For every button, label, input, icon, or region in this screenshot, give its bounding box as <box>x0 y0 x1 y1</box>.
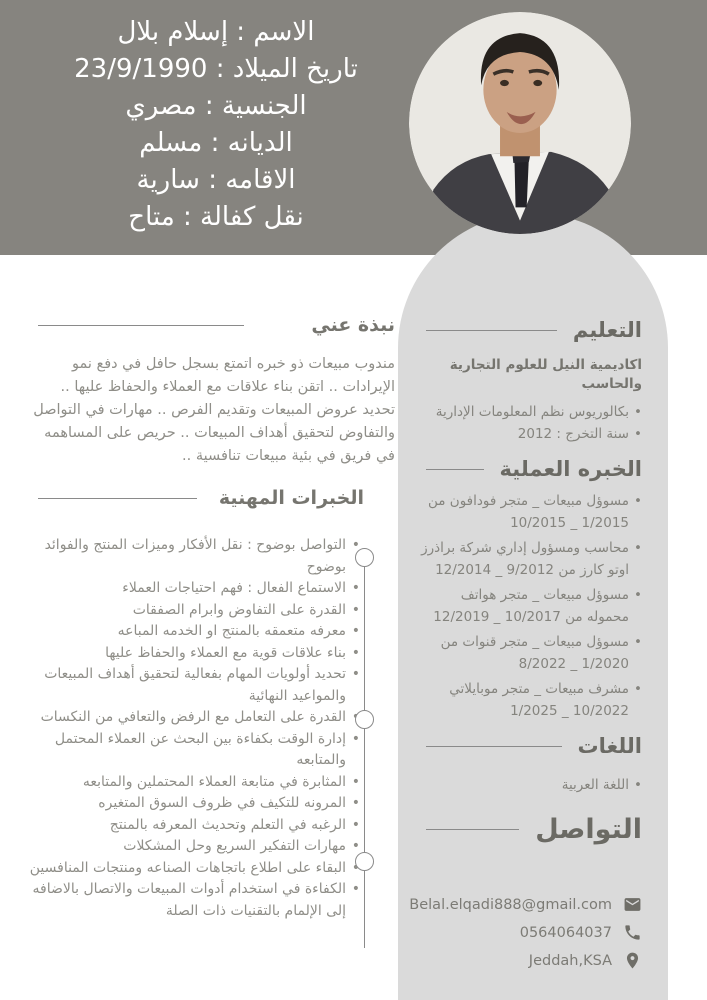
education-school: اكاديمية النيل للعلوم التجارية والحاسب <box>449 357 642 392</box>
bullet-icon <box>346 643 360 665</box>
right-panel <box>398 213 668 1000</box>
timeline-node <box>355 548 374 567</box>
education-title-rule <box>426 330 557 331</box>
language-item: • اللغة العربية <box>420 774 642 796</box>
bullet-icon <box>346 600 360 622</box>
languages-title: اللغات <box>577 734 642 758</box>
experience-section-header <box>420 457 642 481</box>
education-item: • بكالوريوس نظم المعلومات الإدارية <box>420 401 642 423</box>
languages-list <box>420 774 642 796</box>
contact-section-header <box>420 814 642 845</box>
skill-item: • مهارات التفكير السريع وحل المشكلات <box>28 836 360 858</box>
skill-item: • المثابرة في متابعة العملاء المحتملين والمتابعه <box>28 772 360 794</box>
skill-item: • الاستماع الفعال : فهم احتياجات العملاء <box>28 578 360 600</box>
bullet-icon <box>629 678 642 722</box>
skill-item: • الكفاءة في استخدام أدوات المبيعات والاتصال بالاضافه إلى الإلمام بالتقنيات ذات الصلة <box>28 879 360 922</box>
contact-phone-text: 0564064037 <box>519 924 612 941</box>
profile-photo <box>409 12 631 234</box>
about-section <box>28 314 395 468</box>
skill-item: • المرونه للتكيف في ظروف السوق المتغيره <box>28 793 360 815</box>
avatar-image <box>409 12 631 234</box>
experience-item: • محاسب ومسؤول إداري شركة براذرز اوتو كارز من 9/2012 _ 12/2014 <box>420 537 642 581</box>
skills-section-header <box>28 487 364 509</box>
about-title-rule <box>38 325 244 326</box>
contact-title-rule <box>426 829 519 830</box>
contact-location-text: Jeddah,KSA <box>528 952 612 969</box>
personal-info-line: الجنسية : مصري <box>125 91 307 121</box>
skill-item: • القدرة على التفاوض وابرام الصفقات <box>28 600 360 622</box>
education-title: التعليم <box>572 318 642 342</box>
experience-list <box>420 490 642 722</box>
personal-info-line: نقل كفالة : متاح <box>128 202 304 232</box>
personal-info-line: الديانه : مسلم <box>139 128 293 158</box>
languages-title-rule <box>426 746 562 747</box>
contact-location-row <box>420 951 642 970</box>
contact-email-text: Belal.elqadi888@gmail.com <box>409 896 612 913</box>
bullet-icon <box>629 631 642 675</box>
skill-item: • الرغبه في التعلم وتحديث المعرفه بالمنتج <box>28 815 360 837</box>
experience-item: • مسوؤل مبيعات _ متجر قنوات من 1/2020 _ 8/2022 <box>420 631 642 675</box>
email-icon <box>623 895 642 914</box>
about-section-header <box>28 314 395 336</box>
personal-info-line: تاريخ الميلاد : 23/9/1990 <box>74 54 358 84</box>
bullet-icon <box>346 772 360 794</box>
contact-title: التواصل <box>535 814 642 845</box>
skills-title-rule <box>38 498 197 499</box>
experience-item: • مشرف مبيعات _ متجر موبايلاتي 10/2022 _ 1/2025 <box>420 678 642 722</box>
contact-email-row <box>409 895 642 914</box>
skills-title: الخبرات المهنية <box>218 487 364 509</box>
bullet-icon <box>346 664 360 707</box>
bullet-icon <box>629 401 642 423</box>
experience-item: • مسوؤل مبيعات _ متجر فودافون من 1/2015 _ 10/2015 <box>420 490 642 534</box>
timeline-line <box>364 556 365 948</box>
bullet-icon <box>629 774 642 796</box>
education-list <box>420 401 642 445</box>
bullet-icon <box>629 423 642 445</box>
personal-info-line: الاقامه : سارية <box>136 165 296 195</box>
experience-title-rule <box>426 469 484 470</box>
skill-item: • تحديد أولويات المهام بفعالية لتحقيق أهداف المبيعات والمواعيد النهائية <box>28 664 360 707</box>
timeline-node <box>355 852 374 871</box>
skills-section <box>28 487 364 922</box>
bullet-icon <box>629 537 642 581</box>
bullet-icon <box>346 815 360 837</box>
skill-item: • بناء علاقات قوية مع العملاء والحفاظ عليها <box>28 643 360 665</box>
bullet-icon <box>629 584 642 628</box>
personal-info-block <box>0 14 432 236</box>
education-section-header <box>420 318 642 342</box>
bullet-icon <box>346 793 360 815</box>
personal-info-line: الاسم : إسلام بلال <box>117 17 315 47</box>
timeline-node <box>355 710 374 729</box>
bullet-icon <box>629 490 642 534</box>
skill-item: • إدارة الوقت بكفاءة بين البحث عن العملاء المحتمل والمتابعه <box>28 729 360 772</box>
skills-list <box>28 535 364 922</box>
skill-item: • القدرة على التعامل مع الرفض والتعافي من النكسات <box>28 707 360 729</box>
bullet-icon <box>346 621 360 643</box>
skill-item: • معرفه متعمقه بالمنتج او الخدمه المباعه <box>28 621 360 643</box>
bullet-icon <box>346 879 360 922</box>
experience-title: الخبره العملية <box>499 457 642 481</box>
about-text: مندوب مبيعات ذو خبره اتمتع بسجل حافل في دفع نمو الإيرادات .. اتقن بناء علاقات مع العملاء والحفاظ عليها .. تحديد عروض المبيعات وتقديم الفرص .. مهارات في التواصل والتفاوض لتحقيق أهداف المبيعات .. حريص على المساهمه في فريق في بئية مبيعات تنافسية .. <box>33 356 395 464</box>
skill-item: • التواصل بوضوح : نقل الأفكار وميزات المنتج والفوائد بوضوح <box>28 535 360 578</box>
languages-section-header <box>420 734 642 758</box>
location-pin-icon <box>623 951 642 970</box>
contact-phone-row <box>420 923 642 942</box>
about-title: نبذة عني <box>311 314 395 336</box>
bullet-icon <box>346 578 360 600</box>
bullet-icon <box>346 729 360 772</box>
skill-item: • البقاء على اطلاع باتجاهات الصناعه ومنتجات المنافسين <box>28 858 360 880</box>
experience-item: • مسوؤل مبيعات _ متجر هواتف محموله من 10/2017 _ 12/2019 <box>420 584 642 628</box>
education-item: • سنة التخرج : 2012 <box>420 423 642 445</box>
phone-icon <box>623 923 642 942</box>
contact-block <box>409 895 642 970</box>
